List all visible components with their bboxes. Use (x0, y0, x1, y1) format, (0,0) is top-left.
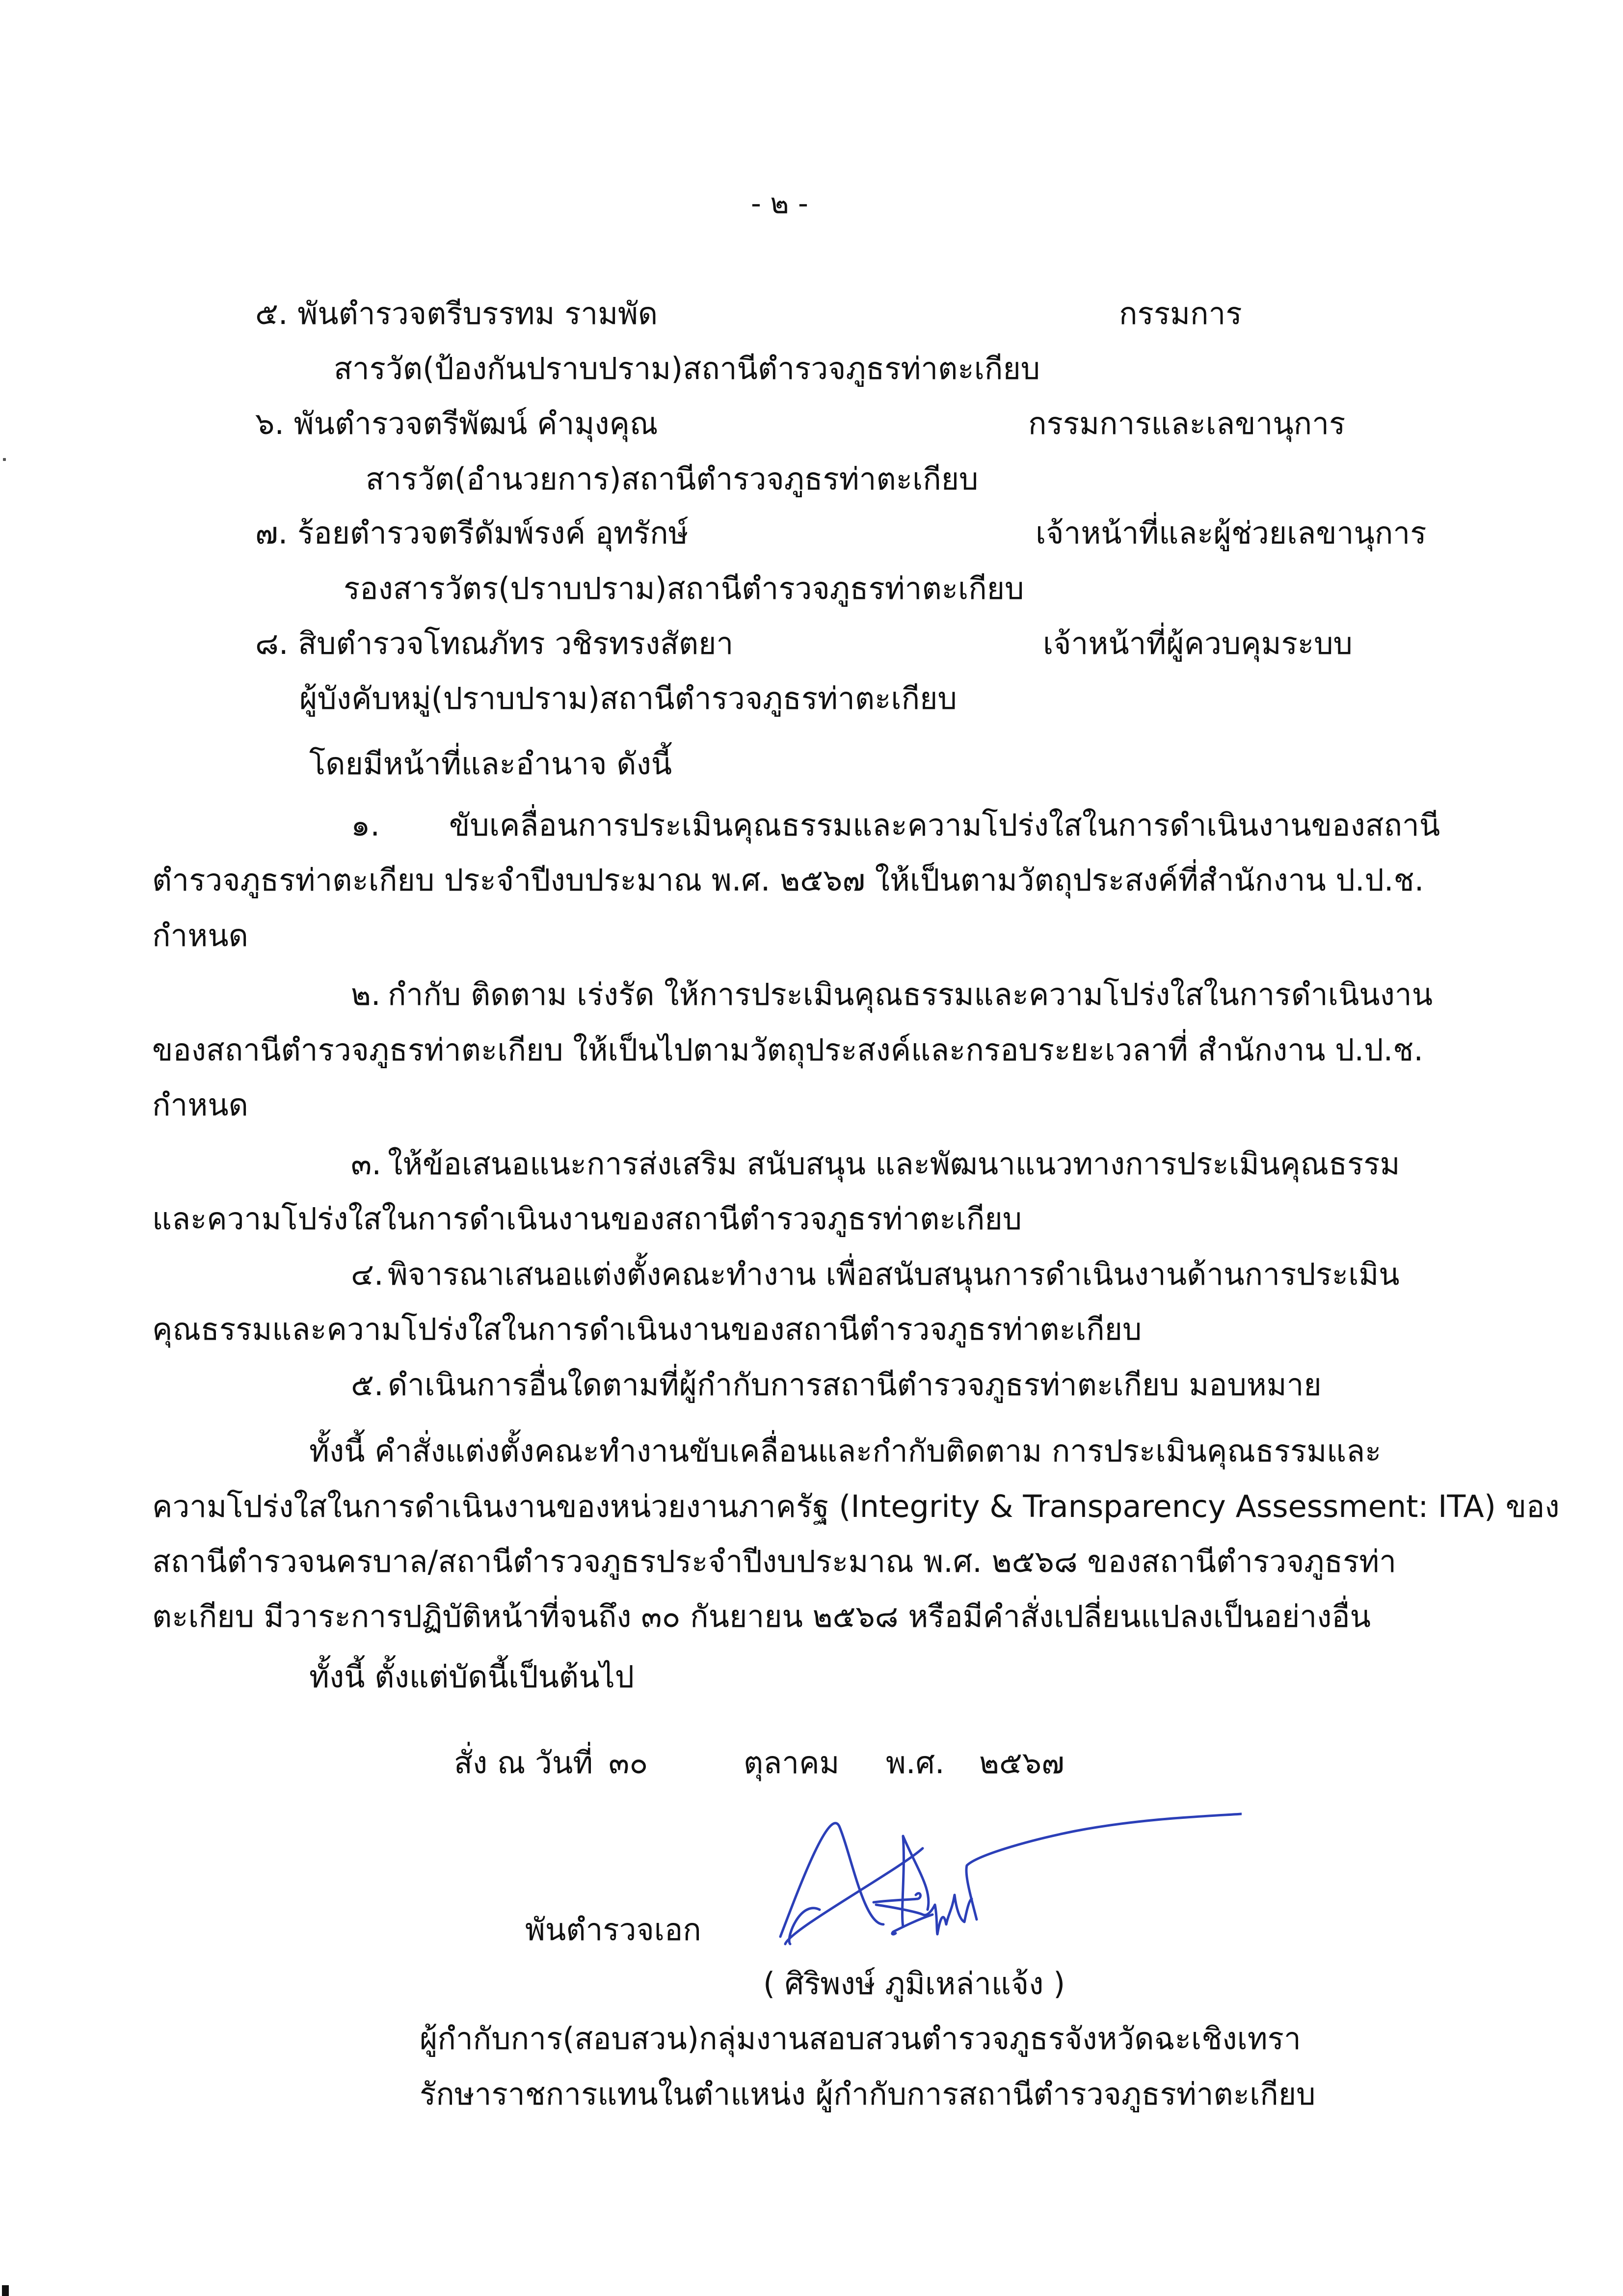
member-6-role: กรรมการและเลขานุการ (1028, 405, 1346, 441)
duty-3-line-2: และความโปร่งใสในการดำเนินงานของสถานีตำรวจภูธรท่าตะเกียบ (152, 1201, 1022, 1237)
duty-1-line-3: กำหนด (152, 918, 248, 953)
order-date-day: ๓๐ (609, 1745, 648, 1781)
order-date-prefix: สั่ง ณ วันที่ (454, 1745, 593, 1781)
order-date-month: ตุลาคม (744, 1745, 840, 1781)
closing-line-2: ความโปร่งใสในการดำเนินงานของหน่วยงานภาครัฐ (Integrity & Transparency Assessment: ITA) ของ (152, 1488, 1560, 1524)
duty-2-line-2: ของสถานีตำรวจภูธรท่าตะเกียบ ให้เป็นไปตามวัตถุประสงค์และกรอบระยะเวลาที่ สำนักงาน ป.ป.ช. (152, 1032, 1424, 1068)
duty-4-line-2: คุณธรรมและความโปร่งใสในการดำเนินงานของสถานีตำรวจภูธรท่าตะเกียบ (152, 1311, 1142, 1347)
closing-line-4: ตะเกียบ มีวาระการปฏิบัติหน้าที่จนถึง ๓๐ กันยายน ๒๕๖๘ หรือมีคำสั่งเปลี่ยนแปลงเป็นอย่างอื่น (152, 1598, 1371, 1634)
member-8-position: ผู้บังคับหมู่(ปราบปราม)สถานีตำรวจภูธรท่าตะเกียบ (299, 680, 957, 716)
duty-5-number: ๕. (351, 1367, 384, 1403)
duty-2-line-1: กำกับ ติดตาม เร่งรัด ให้การประเมินคุณธรรมและความโปร่งใสในการดำเนินงาน (388, 976, 1433, 1012)
member-7-role: เจ้าหน้าที่และผู้ช่วยเลขานุการ (1036, 515, 1427, 551)
page-number: - ๒ - (751, 187, 808, 220)
closing-line-3: สถานีตำรวจนครบาล/สถานีตำรวจภูธรประจำปีงบประมาณ พ.ศ. ๒๕๖๘ ของสถานีตำรวจภูธรท่า (152, 1543, 1397, 1579)
handwritten-signature (771, 1811, 1242, 1959)
member-5-position: สารวัต(ป้องกันปราบปราม)สถานีตำรวจภูธรท่าตะเกียบ (334, 351, 1040, 386)
member-5-role: กรรมการ (1119, 296, 1242, 331)
duty-5-line-1: ดำเนินการอื่นใดตามที่ผู้กำกับการสถานีตำรวจภูธรท่าตะเกียบ มอบหมาย (388, 1367, 1322, 1403)
member-6-name: ๖. พันตำรวจตรีพัฒน์ คำมุงคุณ (255, 405, 658, 441)
member-7-position: รองสารวัตร(ปราบปราม)สถานีตำรวจภูธรท่าตะเกียบ (344, 570, 1024, 606)
signer-name: ( ศิริพงษ์ ภูมิเหล่าแจ้ง ) (763, 1966, 1065, 2001)
order-date-year: ๒๕๖๗ (979, 1745, 1064, 1781)
duty-2-number: ๒. (351, 976, 381, 1012)
order-date-era: พ.ศ. (886, 1745, 945, 1781)
duty-4-number: ๔. (351, 1256, 384, 1292)
duty-1-line-1: ขับเคลื่อนการประเมินคุณธรรมและความโปร่งใสในการดำเนินงานของสถานี (449, 807, 1440, 843)
duty-1-number: ๑. (351, 807, 380, 843)
duty-3-line-1: ให้ข้อเสนอแนะการส่งเสริม สนับสนุน และพัฒนาแนวทางการประเมินคุณธรรม (388, 1146, 1400, 1182)
duty-1-line-2: ตำรวจภูธรท่าตะเกียบ ประจำปีงบประมาณ พ.ศ. ๒๕๖๗ ให้เป็นตามวัตถุประสงค์ที่สำนักงาน ป.ป.ช. (152, 862, 1424, 898)
duty-3-number: ๓. (351, 1146, 382, 1182)
member-6-position: สารวัต(อำนวยการ)สถานีตำรวจภูธรท่าตะเกียบ (366, 461, 979, 497)
scan-artifact-mark (2, 2285, 9, 2296)
signer-rank: พันตำรวจเอก (525, 1912, 701, 1947)
member-5-name: ๕. พันตำรวจตรีบรรทม รามพัด (255, 296, 658, 331)
effective-line: ทั้งนี้ ตั้งแต่บัดนี้เป็นต้นไป (309, 1659, 635, 1695)
signer-title-line-2: รักษาราชการแทนในตำแหน่ง ผู้กำกับการสถานีตำรวจภูธรท่าตะเกียบ (420, 2076, 1316, 2112)
closing-line-1: ทั้งนี้ คำสั่งแต่งตั้งคณะทำงานขับเคลื่อนและกำกับติดตาม การประเมินคุณธรรมและ (309, 1433, 1382, 1469)
duty-4-line-1: พิจารณาเสนอแต่งตั้งคณะทำงาน เพื่อสนับสนุนการดำเนินงานด้านการประเมิน (388, 1256, 1400, 1292)
member-8-name: ๘. สิบตำรวจโทณภัทร วชิรทรงสัตยา (255, 625, 734, 661)
signer-title-line-1: ผู้กำกับการ(สอบสวน)กลุ่มงานสอบสวนตำรวจภูธรจังหวัดฉะเชิงเทรา (420, 2021, 1301, 2056)
scan-artifact-dot (3, 458, 6, 461)
member-7-name: ๗. ร้อยตำรวจตรีดัมพ์รงค์ อุทรักษ์ (255, 515, 689, 551)
duties-intro: โดยมีหน้าที่และอำนาจ ดังนี้ (309, 746, 672, 782)
member-8-role: เจ้าหน้าที่ผู้ควบคุมระบบ (1043, 625, 1353, 661)
duty-2-line-3: กำหนด (152, 1087, 248, 1123)
